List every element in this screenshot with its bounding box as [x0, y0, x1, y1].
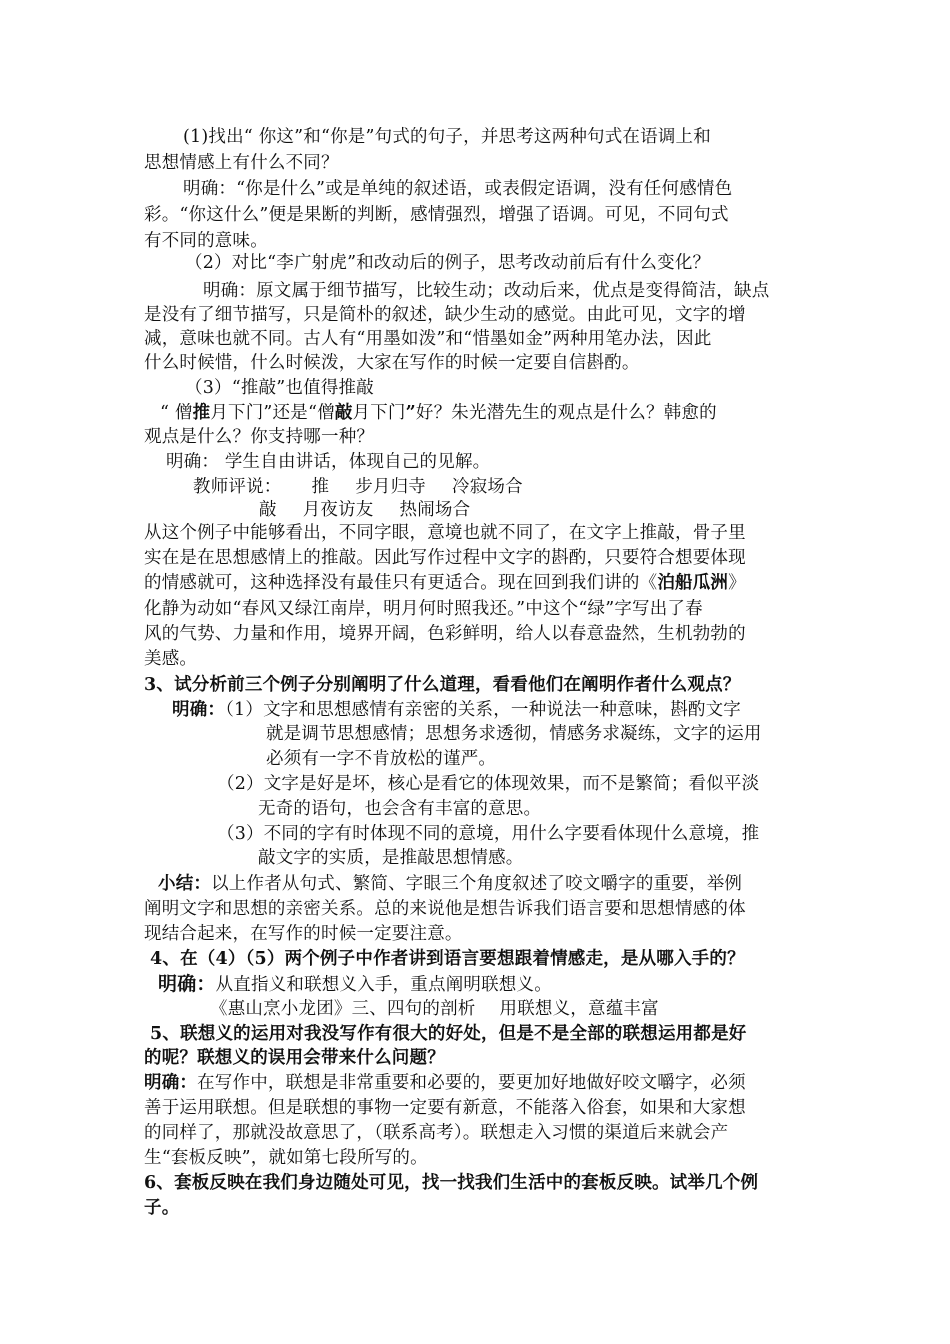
text-run: 的情感就可，这种选择没有最佳只有更适合。现在回到我们讲的《 [144, 573, 658, 593]
text-run: 月下门 [352, 403, 406, 423]
text-line [144, 571, 746, 595]
text-line: 美感。 [144, 649, 198, 669]
text-line: 善于运用联想。但是联想的事物一定要有新意，不能落入俗套，如果和大家想 [144, 1098, 746, 1118]
text-line [193, 475, 523, 499]
text-line: 观点是什么？你支持哪一种？ [144, 427, 375, 447]
text-run-bold: 推 [192, 403, 211, 423]
question-heading: 3、试分析前三个例子分别阐明了什么道理，看看他们在阐明作者什么观点？ [144, 675, 741, 695]
text-line: 现结合起来，在写作的时候一定要注意。 [144, 924, 463, 944]
text-line: 从这个例子中能够看出，不同字眼，意境也就不同了，在文字上推敲，骨子里 [144, 523, 746, 543]
text-run: 敲 [259, 500, 277, 520]
text-line: （3）不同的字有时体现不同的意境，用什么字要看体现什么意境，推 [217, 824, 760, 844]
label-mingque: 明确： [172, 700, 226, 720]
text-run: 以上作者从句式、繁简、字眼三个角度叙述了咬文嚼字的重要，举例 [211, 874, 743, 894]
text-run: （1）文字和思想感情有亲密的关系，一种说法一种意味，斟酌文字 [225, 700, 741, 720]
text-line: 什么时候惜，什么时候泼，大家在写作的时候一定要自信斟酌。 [144, 353, 640, 373]
text-run: 教师评说： [193, 477, 282, 497]
question-heading: 子。 [144, 1198, 180, 1218]
text-line: 必须有一字不肯放松的谨严。 [266, 749, 497, 769]
text-run: 从直指义和联想义入手，重点阐明联想义。 [215, 975, 552, 995]
text-run: 《惠山烹小龙团》三、四句的剖析 [210, 999, 476, 1019]
text-line [144, 1071, 746, 1095]
text-line: （2）文字是好是坏，核心是看它的体现效果，而不是繁简；看似平淡 [217, 774, 760, 794]
text-line [210, 997, 659, 1021]
text-line [160, 401, 717, 425]
text-line: 阐明文字和思想的亲密关系。总的来说他是想告诉我们语言要和思想情感的体 [144, 899, 746, 919]
text-line: 有不同的意味。 [144, 231, 268, 251]
text-run: 好？朱光潜先生的观点是什么？韩愈的 [415, 403, 717, 423]
text-line [158, 872, 742, 896]
text-line: 就是调节思想感情；思想务求透彻，情感务求凝练，文字的运用 [266, 724, 762, 744]
text-run-bold: 敲 [334, 403, 353, 423]
text-line: 生“套板反映”，就如第七段所写的。 [144, 1148, 428, 1168]
text-line: 明确： 学生自由讲话，体现自己的见解。 [166, 452, 491, 472]
text-run: 月下门”还是“僧 [210, 403, 335, 423]
label-summary: 小结： [158, 874, 212, 894]
text-line: 敲文字的实质，是推敲思想情感。 [258, 848, 524, 868]
text-run: 月夜访友 [302, 500, 374, 520]
question-heading: 5、联想义的运用对我没写作有很大的好处，但是不是全部的联想运用都是好 [150, 1024, 747, 1044]
text-line: 无奇的语句，也会含有丰富的意思。 [258, 799, 542, 819]
text-line [259, 498, 470, 522]
text-line [172, 698, 741, 722]
question-heading: 的呢？联想义的误用会带来什么问题？ [144, 1048, 445, 1068]
text-line: （2）对比“李广射虎”和改动后的例子，思考改动前后有什么变化？ [185, 253, 711, 273]
text-line: 明确：“你是什么”或是单纯的叙述语，或表假定语调，没有任何感情色 [183, 179, 733, 199]
text-line: 彩。“你这什么”便是果断的判断，感情强烈，增强了语调。可见，不同句式 [144, 205, 729, 225]
text-line: 减，意味也就不同。古人有“用墨如泼”和“惜墨如金”两种用笔办法，因此 [144, 329, 712, 349]
text-line: 是没有了细节描写，只是简朴的叙述，缺少生动的感觉。由此可见，文字的增 [144, 305, 746, 325]
text-run-bold: ” [405, 403, 416, 423]
text-line: 实在是在思想感情上的推敲。因此写作过程中文字的斟酌，只要符合想要体现 [144, 548, 746, 568]
text-line: 明确：原文属于细节描写，比较生动；改动后来，优点是变得简洁，缺点 [203, 281, 770, 301]
text-line: 思想情感上有什么不同？ [144, 153, 339, 173]
text-run-bold: 泊船瓜洲 [657, 573, 729, 593]
question-heading: 4、在（4）（5）两个例子中作者讲到语言要想跟着情感走，是从哪入手的？ [150, 949, 745, 969]
text-line: （3）“推敲”也值得推敲 [185, 378, 374, 398]
label-mingque: 明确： [144, 1073, 198, 1093]
text-run: 推 [311, 477, 330, 497]
text-run: “ 僧 [160, 403, 193, 423]
text-run: 冷寂场合 [452, 477, 523, 497]
text-line [158, 972, 552, 997]
text-run: 步月归寺 [355, 477, 427, 497]
question-heading: 6、套板反映在我们身边随处可见，找一找我们生活中的套板反映。试举几个例 [144, 1173, 759, 1193]
text-run: 》 [728, 573, 746, 593]
text-line: 的同样了，那就没故意思了，（联系高考）。联想走入习惯的渠道后来就会产 [144, 1123, 729, 1143]
label-mingque: 明确： [158, 973, 216, 995]
text-run: 热闹场合 [399, 500, 471, 520]
text-line: 风的气势、力量和作用，境界开阔，色彩鲜明，给人以春意盎然，生机勃勃的 [144, 624, 746, 644]
text-run: 用联想义，意蕴丰富 [499, 999, 659, 1019]
text-line: 化静为动如“春风又绿江南岸，明月何时照我还。”中这个“绿”字写出了春 [144, 599, 703, 619]
text-run: 在写作中，联想是非常重要和必要的，要更加好地做好咬文嚼字，必须 [197, 1073, 746, 1093]
text-line: (1)找出“ 你这”和“你是”句式的句子，并思考这两种句式在语调上和 [183, 127, 711, 147]
